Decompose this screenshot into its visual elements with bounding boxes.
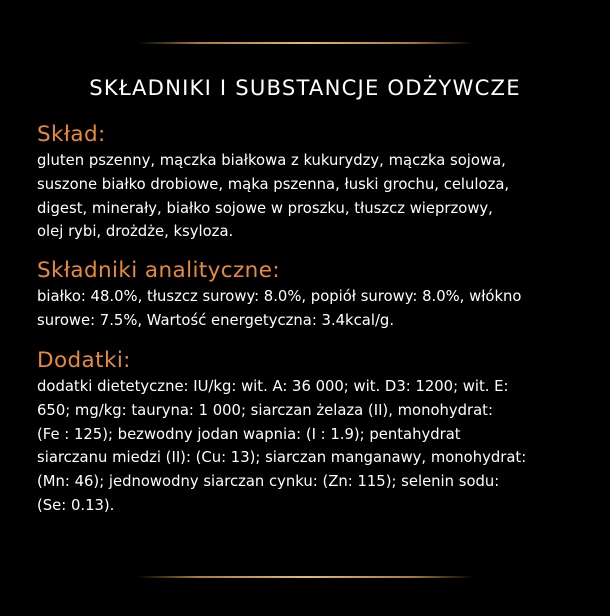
composition-line: digest, minerały, białko sojowe w proszku, tłuszcz wieprzowy, bbox=[37, 199, 493, 217]
analytical-section bbox=[37, 258, 582, 333]
analytical-text bbox=[37, 285, 582, 333]
composition-line: olej rybi, drożdże, ksyloza. bbox=[37, 223, 234, 241]
additives-text bbox=[37, 375, 582, 518]
additives-line: (Mn: 46); jednowodny siarczan cynku: (Zn: 115); selenin sodu: bbox=[37, 473, 500, 491]
composition-line: gluten pszenny, mączka białkowa z kukurydzy, mączka sojowa, bbox=[37, 152, 506, 169]
additives-section bbox=[37, 348, 582, 518]
analytical-line: surowe: 7.5%, Wartość energetyczna: 3.4kcal/g. bbox=[37, 311, 395, 329]
analytical-heading: Składniki analityczne: bbox=[37, 258, 280, 283]
composition-line: suszone białko drobiowe, mąka pszenna, łuski grochu, celuloza, bbox=[37, 175, 510, 193]
composition-section bbox=[37, 122, 582, 244]
additives-line: 650; mg/kg: tauryna: 1 000; siarczan żelaza (II), monohydrat: bbox=[37, 401, 493, 419]
top-gold-divider bbox=[137, 42, 474, 44]
composition-heading: Skład: bbox=[37, 122, 106, 147]
additives-line: dodatki dietetyczne: IU/kg: wit. A: 36 000; wit. D3: 1200; wit. E: bbox=[37, 378, 509, 395]
bottom-gold-divider bbox=[137, 576, 474, 578]
analytical-line: białko: 48.0%, tłuszcz surowy: 8.0%, popiół surowy: 8.0%, włókno bbox=[37, 288, 522, 305]
additives-line: (Se: 0.13). bbox=[37, 496, 115, 514]
additives-line: siarczanu miedzi (II): (Cu: 13); siarczan manganawy, monohydrat: bbox=[37, 449, 527, 467]
additives-line: (Fe : 125); bezwodny jodan wapnia: (I : 1.9); pentahydrat bbox=[37, 425, 461, 443]
additives-heading: Dodatki: bbox=[37, 348, 131, 373]
page-title: SKŁADNIKI I SUBSTANCJE ODŻYWCZE bbox=[89, 75, 521, 100]
composition-text bbox=[37, 149, 582, 244]
